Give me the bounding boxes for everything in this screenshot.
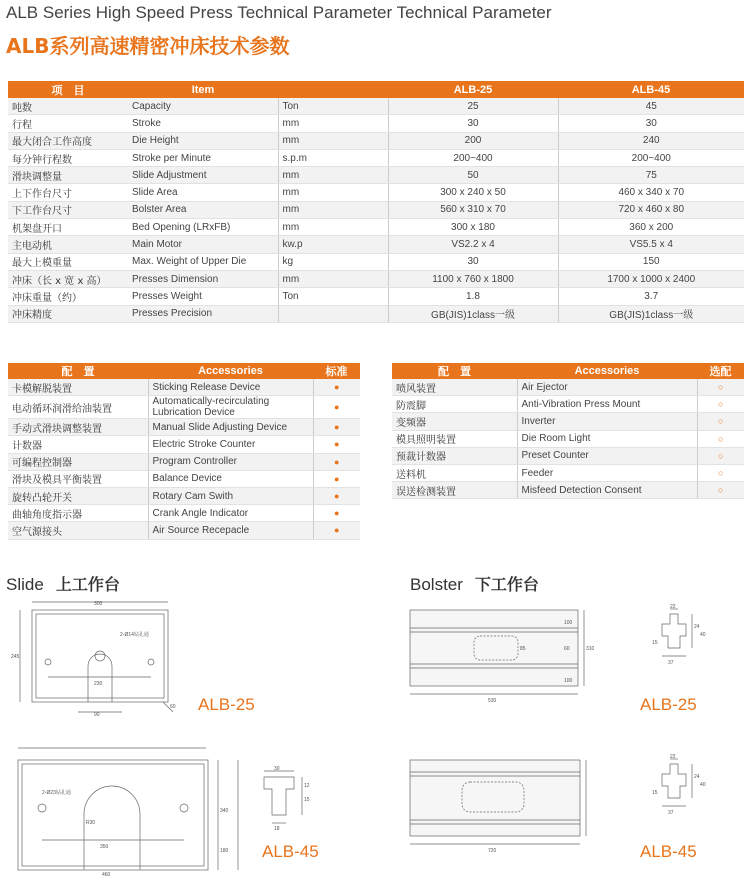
std-acc-header-en: Accessories [148,363,313,379]
spec-cell-model2: 3.7 [558,288,744,305]
spec-cell-unit: mm [278,201,388,218]
accessory-row [8,505,360,522]
dim-t25-a: 22 [670,604,676,610]
dim-s25-h: 245 [11,654,20,660]
spec-cell-cn: 冲床重量（约） [8,288,128,305]
dim-b25-s2: 100 [564,678,573,684]
slide-alb45-drawing [6,742,246,877]
spec-cell-en: Bed Opening (LRxFB) [128,219,278,236]
bolster-label-en: Bolster [410,575,463,594]
dim-t25-c: 40 [700,632,706,638]
accessory-row [392,379,744,396]
spec-header-item-cn: 项 目 [8,81,128,98]
spec-cell-model2: 75 [558,167,744,184]
bolster-section-label [410,572,539,595]
accessory-cn: 防震脚 [392,396,517,413]
spec-cell-cn: 最大上模重量 [8,253,128,270]
spec-cell-cn: 上下作台尺寸 [8,184,128,201]
spec-row [8,201,744,218]
slide-section-label [6,572,120,595]
spec-cell-en: Slide Area [128,184,278,201]
dim-b25-h: 310 [586,646,594,652]
spec-cell-cn: 吨数 [8,98,128,115]
spec-cell-en: Main Motor [128,236,278,253]
spec-row [8,270,744,287]
accessory-row [392,430,744,447]
spec-cell-model2: GB(JIS)1class一级 [558,305,744,322]
dim-s25-g: 60 [170,704,176,710]
spec-cell-unit: Ton [278,288,388,305]
dim-st45-d: 18 [274,826,280,832]
spec-cell-model1: 30 [388,253,558,270]
slide-label-cn: 上工作台 [55,575,120,594]
dim-t45-a: 22 [670,754,676,760]
spec-cell-model2: 200~400 [558,149,744,166]
accessory-mark-icon: ○ [697,379,744,396]
accessory-mark-icon: ○ [697,413,744,430]
spec-cell-en: Presses Precision [128,305,278,322]
spec-cell-model1: 1.8 [388,288,558,305]
spec-cell-unit: mm [278,167,388,184]
spec-cell-model2: 1700 x 1000 x 2400 [558,270,744,287]
accessory-en: Air Ejector [517,379,697,396]
spec-header-item-en: Item [128,81,278,98]
slide-label-en: Slide [6,575,44,594]
accessory-cn: 计数器 [8,436,148,453]
accessory-en: Crank Angle Indicator [148,505,313,522]
dim-s25-b: 90 [94,712,100,718]
spec-cell-model1: 300 x 180 [388,219,558,236]
accessory-en: Sticking Release Device [148,379,313,396]
accessory-mark-icon: ○ [697,464,744,481]
bolster-alb25-drawing [404,598,594,708]
spec-body [8,98,744,322]
dim-b25-s3: 60 [564,646,570,652]
accessory-cn: 模具照明装置 [392,430,517,447]
spec-cell-model2: 45 [558,98,744,115]
accessory-mark-icon: ● [313,419,360,436]
spec-cell-model2: 360 x 200 [558,219,744,236]
spec-cell-model1: 25 [388,98,558,115]
spec-header-model2: ALB-45 [558,81,744,98]
spec-cell-en: Max. Weight of Upper Die [128,253,278,270]
accessory-mark-icon: ● [313,487,360,504]
spec-cell-unit: s.p.m [278,149,388,166]
dim-st45-c: 15 [304,797,310,803]
spec-cell-unit: mm [278,132,388,149]
opt-acc-header-en: Accessories [517,363,697,379]
spec-row [8,305,744,322]
spec-cell-cn: 机架盘开口 [8,219,128,236]
accessory-en: Manual Slide Adjusting Device [148,419,313,436]
accessory-cn: 电动循环润滑给油装置 [8,396,148,419]
accessory-row [392,464,744,481]
slide-alb45-tslot [254,765,314,835]
accessory-cn: 可编程控制器 [8,453,148,470]
spec-cell-model1: VS2.2 x 4 [388,236,558,253]
accessory-row [8,453,360,470]
accessory-cn: 滑块及模具平衡装置 [8,470,148,487]
spec-row [8,132,744,149]
accessory-en: Anti-Vibration Press Mount [517,396,697,413]
bolster-alb45-drawing [404,752,594,856]
spec-cell-unit: mm [278,270,388,287]
accessory-cn: 误送检测装置 [392,482,517,499]
page-title-cn: ALB系列高速精密冲床技术参数 [6,34,290,58]
accessory-cn: 预裁计数器 [392,447,517,464]
accessory-row [8,522,360,539]
accessory-mark-icon: ● [313,453,360,470]
accessory-row [392,447,744,464]
bolster-label-cn: 下工作台 [474,575,539,594]
dim-b25-h1: 85 [520,646,526,652]
spec-cell-cn: 滑块调整量 [8,167,128,184]
spec-cell-cn: 下工作台尺寸 [8,201,128,218]
dim-t45-b: 24 [694,774,700,780]
accessory-row [8,436,360,453]
accessory-cn: 卡模解脱装置 [8,379,148,396]
accessory-cn: 曲轴角度指示器 [8,505,148,522]
spec-cell-model1: 50 [388,167,558,184]
spec-cell-en: Die Height [128,132,278,149]
slide-alb25-drawing [8,596,188,726]
accessory-row [8,470,360,487]
dim-s25-hole: 2-Ø14钻孔通 [120,632,149,638]
dim-s45-c: 350 [100,844,109,850]
spec-cell-model1: 300 x 240 x 50 [388,184,558,201]
spec-cell-en: Capacity [128,98,278,115]
accessory-cn: 喷风装置 [392,379,517,396]
dim-t45-e: 15 [652,790,658,796]
spec-cell-cn: 每分钟行程数 [8,149,128,166]
std-acc-header-cn: 配 置 [8,363,148,379]
slide-model-25: ALB-25 [198,695,255,714]
spec-cell-unit: mm [278,219,388,236]
spec-row [8,288,744,305]
accessory-en: Die Room Light [517,430,697,447]
standard-accessories-table [8,363,360,540]
spec-cell-cn: 最大闭合工作高度 [8,132,128,149]
accessory-cn: 空气源接头 [8,522,148,539]
accessory-row [8,487,360,504]
spec-cell-model2: 150 [558,253,744,270]
dim-t45-d: 37 [668,810,674,816]
opt-acc-body [392,379,744,499]
dim-t25-b: 24 [694,624,700,630]
accessory-mark-icon: ○ [697,430,744,447]
bolster-model-25: ALB-25 [640,695,697,714]
spec-table [8,81,744,323]
spec-cell-model2: VS5.5 x 4 [558,236,744,253]
dim-t25-e: 15 [652,640,658,646]
spec-cell-en: Bolster Area [128,201,278,218]
bolster-alb45-tslot [650,754,710,819]
spec-row [8,98,744,115]
opt-acc-header-mark: 选配 [697,363,744,379]
dim-b45-w: 720 [488,848,497,854]
dim-st45-b: 12 [304,783,310,789]
accessory-en: Balance Device [148,470,313,487]
accessory-row [392,413,744,430]
spec-header-row [8,81,744,98]
bolster-model-45: ALB-45 [640,842,697,861]
accessory-en: Inverter [517,413,697,430]
dim-s45-w: 460 [102,872,111,877]
accessory-en: Automatically-recirculating Lubrication Device [148,396,313,419]
slide-model-45: ALB-45 [262,842,319,861]
accessory-row [392,482,744,499]
accessory-en: Program Controller [148,453,313,470]
spec-cell-en: Stroke per Minute [128,149,278,166]
spec-cell-model2: 460 x 340 x 70 [558,184,744,201]
accessory-en: Feeder [517,464,697,481]
spec-row [8,253,744,270]
dim-s45-h: 340 [220,808,229,814]
accessory-mark-icon: ○ [697,482,744,499]
spec-cell-model1: 200~400 [388,149,558,166]
dim-s45-hole: 2-Ø23钻孔通 [42,790,71,796]
spec-cell-unit [278,305,388,322]
accessory-en: Electric Stroke Counter [148,436,313,453]
spec-cell-cn: 冲床（长 x 宽 x 高） [8,270,128,287]
spec-header-unit [278,81,388,98]
accessory-cn: 变频器 [392,413,517,430]
spec-cell-en: Presses Weight [128,288,278,305]
spec-cell-model1: GB(JIS)1class一级 [388,305,558,322]
spec-cell-cn: 冲床精度 [8,305,128,322]
dim-t25-d: 37 [668,660,674,666]
spec-cell-en: Slide Adjustment [128,167,278,184]
spec-cell-cn: 主电动机 [8,236,128,253]
spec-cell-unit: kw.p [278,236,388,253]
std-acc-header-row [8,363,360,379]
spec-cell-model1: 200 [388,132,558,149]
spec-row [8,149,744,166]
accessory-mark-icon: ● [313,436,360,453]
spec-cell-unit: kg [278,253,388,270]
dim-b25-s1: 100 [564,620,573,626]
accessory-mark-icon: ● [313,522,360,539]
dim-s45-g: 180 [220,848,229,854]
opt-acc-header-row [392,363,744,379]
accessory-mark-icon: ○ [697,396,744,413]
accessory-cn: 手动式滑块调整装置 [8,419,148,436]
accessory-mark-icon: ○ [697,447,744,464]
std-acc-body [8,379,360,539]
accessory-mark-icon: ● [313,470,360,487]
accessory-en: Rotary Cam Swith [148,487,313,504]
dim-s25-w: 300 [94,601,103,607]
accessory-mark-icon: ● [313,505,360,522]
accessory-cn: 旋转凸轮开关 [8,487,148,504]
dim-s25-c: 230 [94,681,103,687]
spec-row [8,115,744,132]
spec-cell-cn: 行程 [8,115,128,132]
dim-b25-w: 530 [488,698,497,704]
accessory-row [8,379,360,396]
spec-cell-unit: mm [278,184,388,201]
accessory-en: Misfeed Detection Consent [517,482,697,499]
accessory-en: Preset Counter [517,447,697,464]
spec-cell-unit: mm [278,115,388,132]
spec-cell-model2: 720 x 460 x 80 [558,201,744,218]
opt-acc-header-cn: 配 置 [392,363,517,379]
spec-cell-model2: 240 [558,132,744,149]
spec-row [8,167,744,184]
spec-header-model1: ALB-25 [388,81,558,98]
spec-cell-en: Presses Dimension [128,270,278,287]
spec-cell-model1: 30 [388,115,558,132]
spec-row [8,184,744,201]
accessory-mark-icon: ● [313,379,360,396]
spec-cell-model1: 560 x 310 x 70 [388,201,558,218]
accessory-en: Air Source Recepacle [148,522,313,539]
accessory-row [8,419,360,436]
spec-cell-unit: Ton [278,98,388,115]
spec-cell-model2: 30 [558,115,744,132]
dim-s45-r: R30 [86,820,96,826]
spec-row [8,236,744,253]
accessory-mark-icon: ● [313,396,360,419]
spec-cell-en: Stroke [128,115,278,132]
dim-t45-c: 40 [700,782,706,788]
page-title-en: ALB Series High Speed Press Technical Parameter Technical Parameter [6,3,552,22]
accessory-row [392,396,744,413]
dim-st45-a: 30 [274,766,280,772]
accessory-row [8,396,360,419]
spec-row [8,219,744,236]
optional-accessories-table [392,363,744,499]
spec-cell-model1: 1100 x 760 x 1800 [388,270,558,287]
accessory-cn: 送料机 [392,464,517,481]
std-acc-header-mark: 标准 [313,363,360,379]
bolster-alb25-tslot [650,604,710,669]
